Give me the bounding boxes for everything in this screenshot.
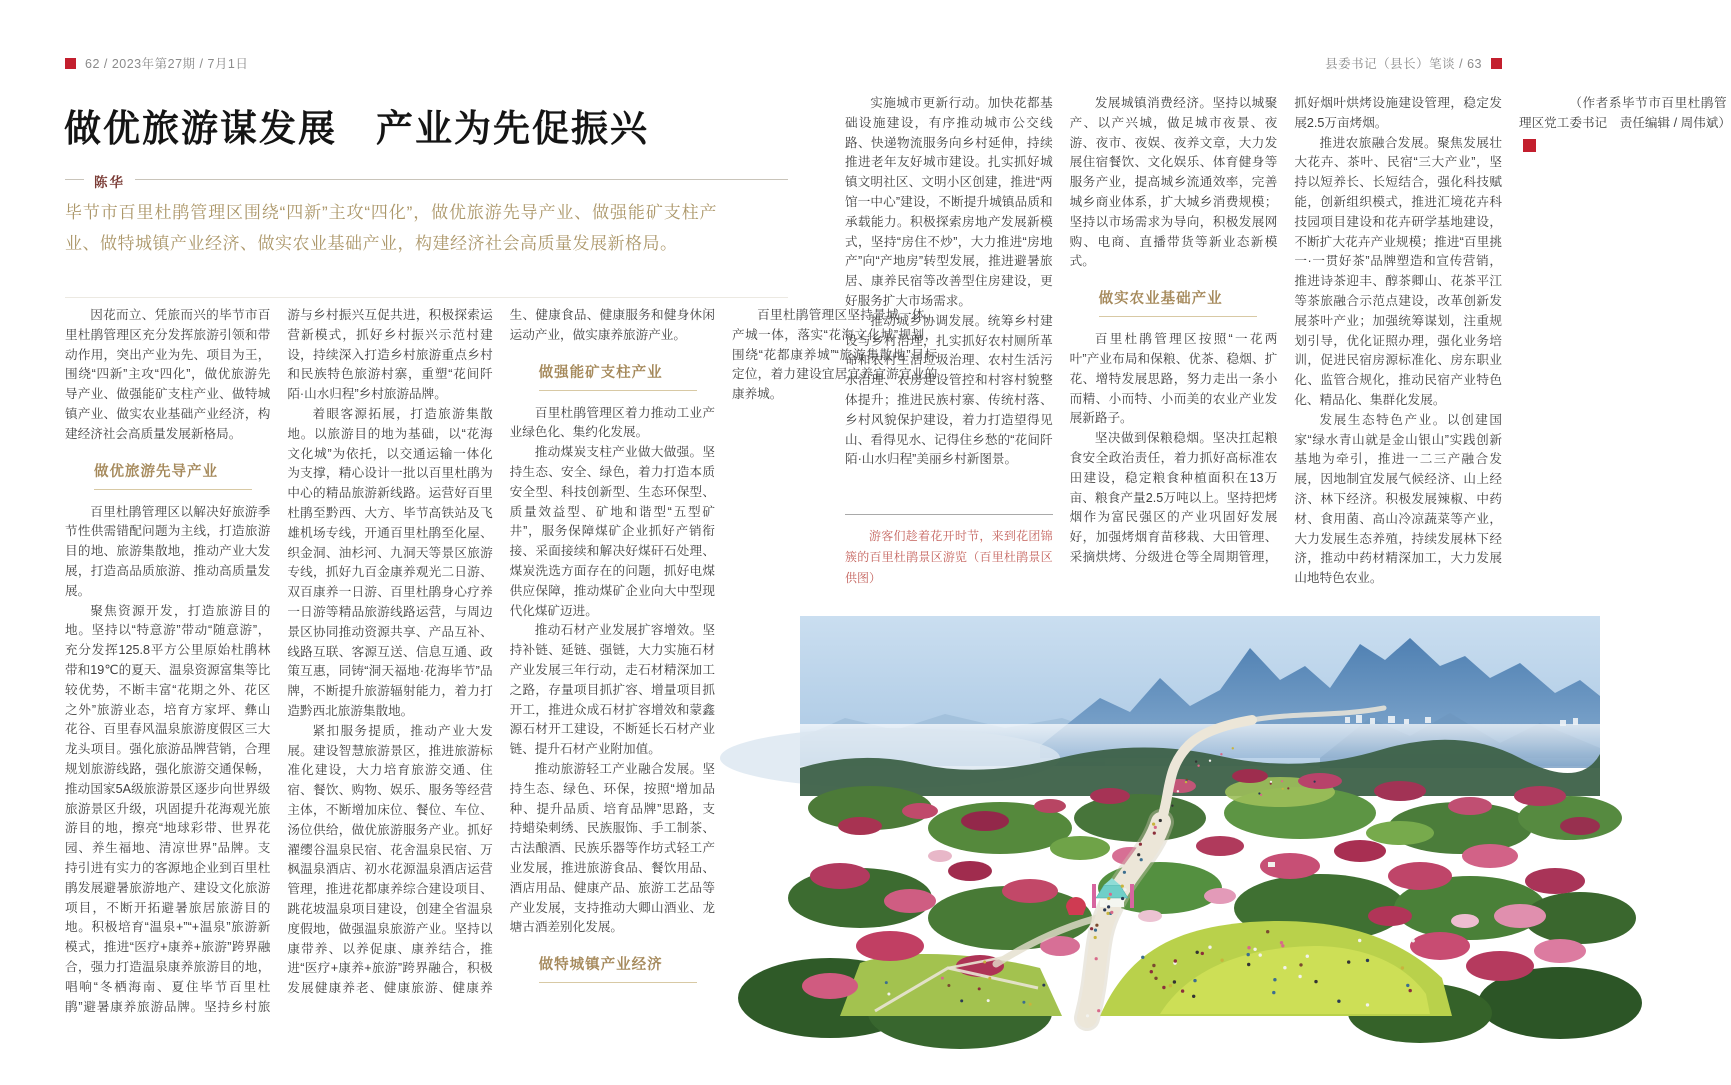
red-square-icon: [1491, 58, 1502, 69]
section-heading: 做实农业基础产业: [1099, 287, 1257, 317]
body-paragraph: 百里杜鹃管理区按照“一花两叶”产业布局和保粮、优茶、稳烟、扩花、增特发展思路，努力走出一条小而精、小而特、小而美的农业产业发展新路子。: [1069, 332, 1278, 426]
red-square-icon: [65, 58, 76, 69]
article-end-mark-icon: D: [1523, 139, 1536, 152]
body-paragraph: 百里杜鹃管理区着力推动工业产业绿色化、集约化发展。: [509, 405, 715, 440]
right-page-body-columns: [845, 94, 1731, 598]
body-paragraph: 实施城市更新行动。加快花都基础设施建设，有序推动城市公交线路、快递物流服务向乡村延伸，持续推进老年友好城市建设。扎实抓好城镇文明社区、文明小区创建，推进“两馆一中心”建设，不断提升城镇品质和承载能力。积极探索房地产发展新模式，坚持“房住不炒”，大力推进“房地产”向“产地房”转型发展，推进避暑旅居、康养民宿等改善型住房建设，更好服务扩大市场需求。: [845, 96, 1053, 308]
body-paragraph: 发展生态特色产业。以创建国家“绿水青山就是金山银山”实践创新基地为牵引，推进一二三产融合发展，因地制宜发展气候经济、山上经济、林下经济。积极发展辣椒、中药材、食用菌、高山冷凉蔬菜等产业，大力发展生态养殖，持续发展林下经济，推动中药材精深加工，大力发展山地特色农业。: [1294, 412, 1502, 586]
photo-caption: 游客们趁着花开时节，来到花团锦簇的百里杜鹃景区游览（百里杜鹃景区供图）: [845, 514, 1053, 589]
body-paragraph: 发展城镇消费经济。坚持以城聚产、以产兴城，做足城市夜景、夜游、夜市、夜娱、夜养文章，大力发展住宿餐饮、文化娱乐、体育健身等服务产业，提高城乡流通效率，完善城乡商业体系，扩大城乡消费规模；坚持以市场需求为导向，积极发展网购、电商、直播带货等新业态新模式。: [1069, 96, 1278, 269]
body-paragraph: 紧扣服务提质，推动产业大发展。建设智慧旅游景区，推进旅游标准化建设，大力培育旅游交通、住宿、餐饮、购物、娱乐、服务等经营主体，不断增加床位、餐位、车位、汤位供给，做优旅游服务产业。抓好濯缨谷温泉民宿、花舍温泉民宿、万枫温泉酒店、初水花源温泉酒店运营管理，推进花都康养综合建设项目、跳花坡温泉项目建设，创建全省温泉度假地，做强温泉旅游产业。坚持以康带养、以养促康、康养结合，推进“医疗+康养+旅游”跨界融合，积极发展健康养老、健康旅游、健康养生、健康食品、健康服务和健身休闲运动产业，做实康养旅游产业。: [287, 308, 715, 996]
right-page-header: [1325, 54, 1502, 72]
right-folio-text: 县委书记（县长）笔谈 / 63: [1325, 57, 1482, 71]
body-paragraph: 百里杜鹃管理区坚持景城一体、产城一体，落实“花海文化城”规划，围绕“花都康养城”“旅游集散地”目标定位，着力建设宜居宜养宜游宜业的康养城。: [731, 308, 938, 402]
body-paragraph: 推动煤炭支柱产业做大做强。坚持生态、安全、绿色，着力打造本质安全型、科技创新型、生态环保型、质量效益型、矿地和谐型“五型矿井”，服务保障煤矿企业抓好产销衔接、采面接续和解决好煤矸石处理、煤炭洗选方面存在的问题，抓好电煤供应保障，推动煤矿企业向大中型现代化煤矿迈进。: [509, 445, 715, 618]
article-author: 陈华: [84, 171, 135, 191]
author-credit: （作者系毕节市百里杜鹃管理区党工委书记 责任编辑 / 周伟斌）D: [1518, 96, 1731, 151]
byline-rule: [65, 179, 788, 180]
left-page-header: [65, 54, 248, 72]
body-paragraph: 因花而立、凭旅而兴的毕节市百里杜鹃管理区充分发挥旅游引领和带动作用，突出产业为先、项目为王，围绕“四新”主攻“四化”，做优旅游先导产业、做强能矿支柱产业、做特城镇产业、做实农业基础产业经济，构建经济社会高质量发展新格局。: [65, 308, 271, 441]
body-paragraph: 推动旅游轻工产业融合发展。坚持生态、绿色、环保，按照“增加品种、提升品质、培育品牌”思路，支持蜡染刺绣、民族服饰、手工制茶、古法酿酒、民族乐器等作坊式轻工产业发展，推进旅游食品、餐饮用品、酒店用品、健康产品、旅游工艺品等产业发展，支持推动大卿山酒业、龙塘古酒差别化发展。: [509, 761, 715, 935]
section-heading: 做强能矿支柱产业: [539, 361, 697, 391]
azalea-scenic-illustration: [800, 616, 1600, 1016]
body-paragraph: 聚焦资源开发，打造旅游目的地。坚持以“特意游”带动“随意游”，充分发挥125.8平方公里原始杜鹃林带和19℃的夏天、温泉资源富集等比较优势，不断丰富“花期之外、花区之外”旅游业态，培育方家坪、彝山花谷、百里春风温泉旅游度假区三大龙头项目。强化旅游品牌营销，合理规划旅游线路，强化旅游交通保畅，推动国家5A级旅游景区逐步向世界级旅游景区升级，巩固提升花海观光旅游目的地，擦亮“地球彩带、世界花园、养生福地、清凉世界”品牌。支持引进有实力的客源地企业到百里杜鹃发展避暑旅游地产、建设文化旅游项目，不断开拓避暑旅居旅游目的地。积极培育“温泉+”“+温泉”旅游新模式，推进“医疗+康养+旅游”跨界融合，强力打造温泉康养旅游目的地，唱响“冬栖海南、夏住毕节百里杜鹃”避暑康养旅游品牌。坚持乡村旅游与乡村振兴互促共进，积极探索运营新模式，抓好乡村振兴示范村建设，持续深入打造乡村旅游重点乡村和民族特色旅游村寨，重塑“花间阡陌·山水归程”乡村旅游品牌。: [65, 308, 493, 1014]
body-paragraph: 着眼客源拓展，打造旅游集散地。以旅游目的地为基础，以“花海文化城”为依托，以交通运输一体化为支撑，精心设计一批以百里杜鹃为中心的精品旅游新线路。运营好百里杜鹃至黔西、大方、毕节高铁站及飞雄机场专线，开通百里杜鹃至化屋、织金洞、油杉河、九洞天等景区旅游专线，抓好九百金康养观光二日游、双百康养一日游、百里杜鹃身心疗养一日游等精品旅游线路运营，与周边景区协同推动资源共享、产品互补、线路互联、客源互送、信息互通、政策互惠，同铸“洞天福地·花海毕节”品牌，不断提升旅游辐射能力，着力打造黔西北旅游集散地。: [287, 406, 493, 718]
scenic-photo: [800, 616, 1600, 1016]
section-heading: 做优旅游先导产业: [94, 460, 252, 490]
left-page-body-columns: [65, 306, 938, 1022]
body-paragraph: 百里杜鹃管理区以解决好旅游季节性供需错配问题为主线，打造旅游目的地、旅游集散地，推动产业大发展，打造高品质旅游、推动高质量发展。: [65, 504, 271, 598]
body-paragraph: 推动石材产业发展扩容增效。坚持补链、延链、强链，大力实施石材产业发展三年行动，走石材精深加工之路，存量项目抓扩容、增量项目抓开工，推进众成石材扩容增效和蒙鑫源石材开工建设，不断延长石材产业链、提升石材产业附加值。: [509, 623, 715, 757]
section-heading: 做特城镇产业经济: [539, 953, 697, 983]
body-paragraph: 推动城乡协调发展。统筹乡村建设与乡村治理，扎实抓好农村厕所革命和农村生活垃圾治理、农村生活污水治理、农房建设管控和村容村貌整体提升；推进民族村寨、传统村落、乡村风貌保护建设，着力打造望得见山、看得见水、记得住乡愁的“花间阡陌·山水归程”美丽乡村新图景。: [845, 313, 1053, 467]
left-folio-text: 62 / 2023年第27期 / 7月1日: [85, 57, 249, 71]
article-title: 做优旅游谋发展 产业为先促振兴: [64, 109, 649, 150]
article-abstract: 毕节市百里杜鹃管理区围绕“四新”主攻“四化”，做优旅游先导产业、做强能矿支柱产业、做特城镇产业经济、做实农业基础产业，构建经济社会高质量发展新格局。: [65, 203, 717, 253]
body-paragraph: 推进农旅融合发展。聚焦发展壮大花卉、茶叶、民宿“三大产业”，坚持以短养长、长短结合，强化科技赋能，创新组织模式，推进汇境花卉科技园项目建设和花卉研学基地建设，不断扩大花卉产业规模；推进“百里挑一·一贯好茶”品牌塑造和宣传营销，推进诗茶迎丰、醇茶卿山、花茶平江等茶旅融合示范点建设，改革创新发展茶叶产业；加强统筹谋划，注重规划引导，优化证照办理，强化业务培训，促进民宿房源标准化、房东职业化、监管合规化，推动民宿产业特色化、精品化、集群化发展。: [1294, 135, 1502, 407]
abstract-divider: [65, 297, 788, 298]
body-paragraph: 坚决做到保粮稳烟。坚决扛起粮食安全政治责任，着力抓好高标准农田建设，稳定粮食种植面积在13万亩、粮食产量2.5万吨以上。坚持把烤烟作为富民强区的产业巩固好发展好，加强烤烟育苗移栽、大田管理、采摘烘烤、分级进仓等全周期管理，抓好烟叶烘烤设施建设管理，稳定发展2.5万亩烤烟。: [1069, 96, 1502, 564]
